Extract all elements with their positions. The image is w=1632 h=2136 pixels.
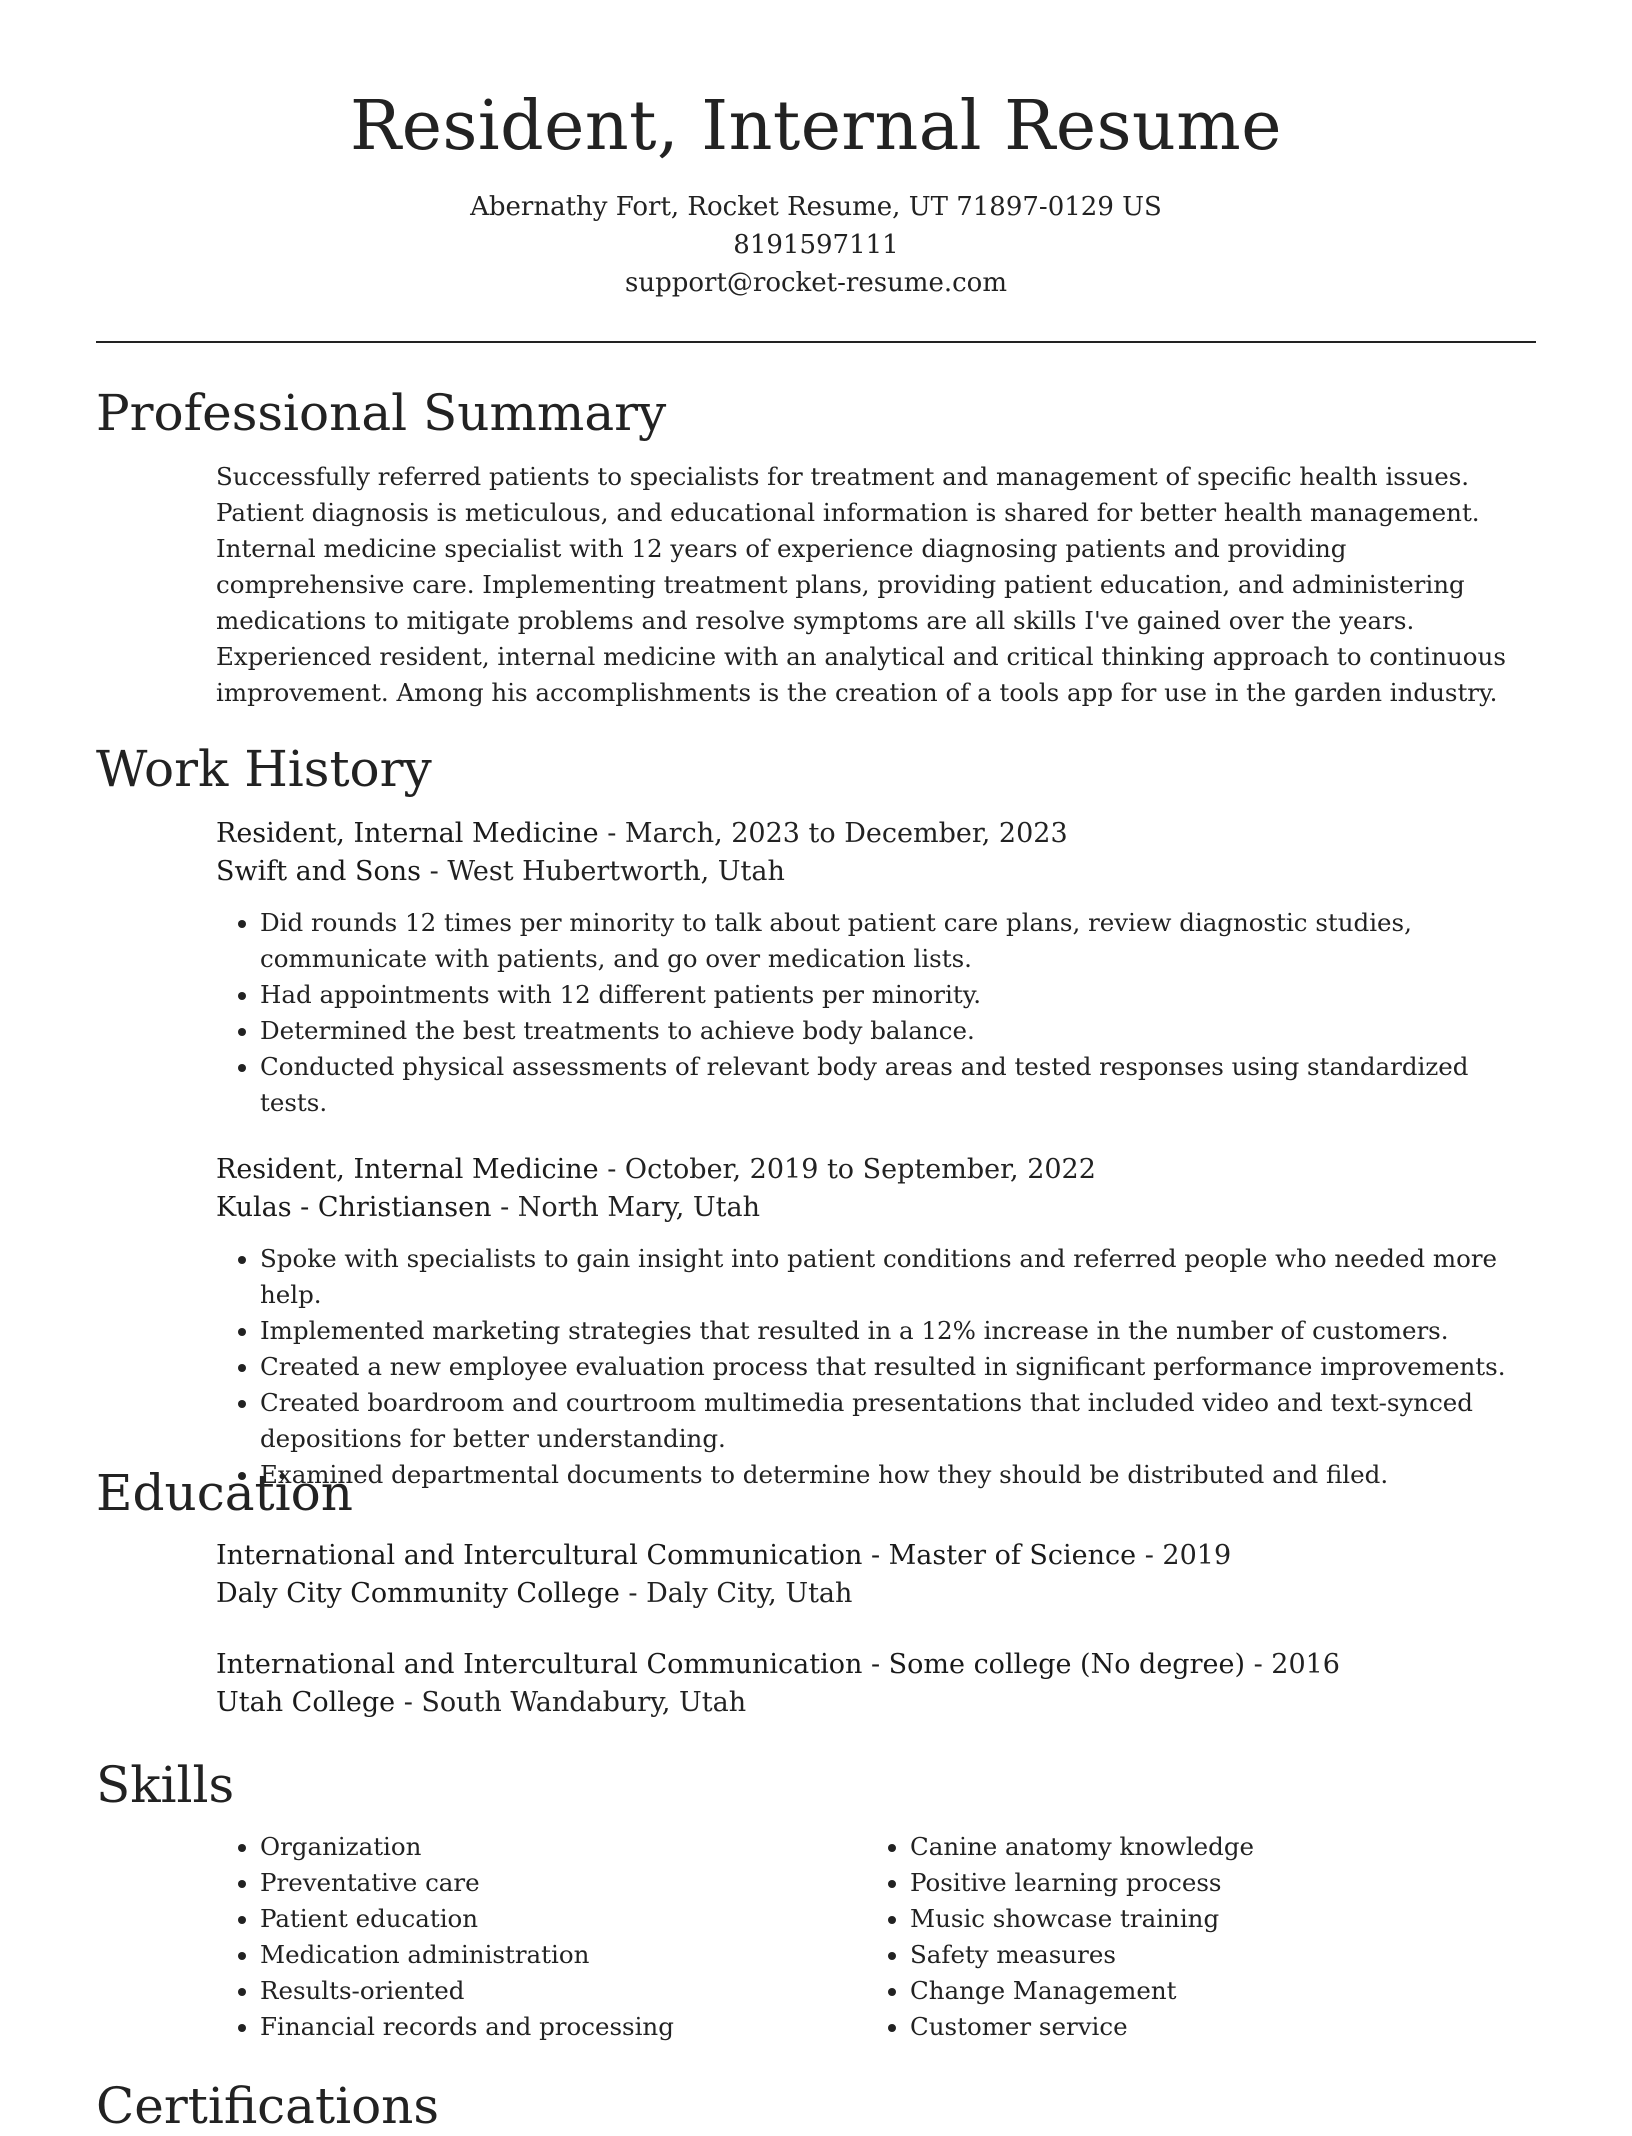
education-school-line [216, 1684, 1532, 1722]
job-title: Resident, Internal Medicine [216, 1154, 599, 1185]
list-item: • Had appointments with 12 different patients per minority. [260, 977, 1532, 1013]
summary-heading: Professional Summary [96, 384, 667, 442]
summary-text: Successfully referred patients to specialists for treatment and management of specific health issues. Patient diagnosis is meticulous, and educational information is shared for better health management. Internal medicine specialist with 12 years of experience diagnosing patients and providing comprehensive care. Implementing treatment plans, providing patient education, and administering medications to mitigate problems and resolve symptoms are all skills I've gained over the years. Experienced resident, internal medicine with an analytical and critical thinking approach to continuous improvement. Among his accomplishments is the creation of a tools app for use in the garden industry. [216, 462, 1506, 707]
skills-right-list [866, 1829, 1516, 2045]
resume-title: Resident, Internal Resume [350, 87, 1282, 166]
education-degree: - Some college (No degree) [862, 1649, 1245, 1680]
list-item: • Organization [260, 1829, 866, 1865]
work-history-heading: Work History [96, 740, 432, 798]
education-section [96, 1463, 1536, 1722]
list-item: • Canine anatomy knowledge [910, 1829, 1516, 1865]
education-field: International and Intercultural Communication [216, 1649, 863, 1680]
certifications-heading: Certifications [96, 2077, 440, 2135]
job-dates: - March, 2023 to December, 2023 [598, 818, 1068, 849]
job-location: - North Mary, Utah [491, 1192, 760, 1223]
education-entry [216, 1537, 1532, 1613]
header-divider [96, 341, 1536, 343]
education-location: - South Wandabury, Utah [395, 1687, 747, 1718]
education-year: - 2019 [1136, 1540, 1232, 1571]
skills-heading: Skills [96, 1756, 235, 1814]
education-year: - 2016 [1244, 1649, 1340, 1680]
education-school: Daly City Community College [216, 1578, 620, 1609]
list-item: • Results-oriented [260, 1973, 866, 2009]
list-item: • Patient education [260, 1901, 866, 1937]
education-school: Utah College [216, 1687, 396, 1718]
education-entry [216, 1646, 1532, 1722]
job-duties-list [216, 905, 1532, 1121]
list-item: • Positive learning process [910, 1865, 1516, 1901]
job-duties-list [216, 1241, 1532, 1493]
list-item: • Customer service [910, 2009, 1516, 2045]
education-degree-line [216, 1646, 1532, 1684]
list-item: • Preventative care [260, 1865, 866, 1901]
list-item: • Implemented marketing strategies that resulted in a 12% increase in the number of customers. [260, 1313, 1532, 1349]
education-location: - Daly City, Utah [619, 1578, 853, 1609]
skills-list [216, 1829, 1532, 2045]
job-company-line [216, 1189, 1532, 1227]
contact-block [0, 188, 1632, 302]
skills-column-left [216, 1829, 866, 2045]
list-item: • Safety measures [910, 1937, 1516, 1973]
job-title: Resident, Internal Medicine [216, 818, 599, 849]
education-degree: - Master of Science [862, 1540, 1137, 1571]
resume-header [0, 0, 1632, 302]
job-dates: - October, 2019 to September, 2022 [598, 1154, 1096, 1185]
list-item: • Determined the best treatments to achieve body balance. [260, 1013, 1532, 1049]
education-degree-line [216, 1537, 1532, 1575]
job-location: - West Hubertworth, Utah [421, 856, 785, 887]
education-school-line [216, 1575, 1532, 1613]
list-item: • Created boardroom and courtroom multimedia presentations that included video and text-synced depositions for better understanding. [260, 1385, 1532, 1457]
list-item: • Music showcase training [910, 1901, 1516, 1937]
email: support@rocket-resume.com [624, 268, 1007, 298]
list-item: • Change Management [910, 1973, 1516, 2009]
list-item: • Conducted physical assessments of relevant body areas and tested responses using standardized tests. [260, 1049, 1532, 1121]
job-company-line [216, 853, 1532, 891]
education-heading: Education [96, 1464, 353, 1522]
list-item: • Examined departmental documents to determine how they should be distributed and filed. [260, 1457, 1532, 1493]
job-entry [216, 815, 1532, 1121]
list-item: • Medication administration [260, 1937, 866, 1973]
job-entry [216, 1151, 1532, 1493]
skills-column-right [866, 1829, 1516, 2045]
work-history-section [96, 739, 1536, 1493]
phone: 8191597111 [733, 230, 899, 260]
list-item: • Created a new employee evaluation process that resulted in significant performance improvements. [260, 1349, 1532, 1385]
job-title-line [216, 815, 1532, 853]
list-item: • Did rounds 12 times per minority to talk about patient care plans, review diagnostic studies, communicate with patients, and go over medication lists. [260, 905, 1532, 977]
certifications-section [96, 2076, 1536, 2136]
job-title-line [216, 1151, 1532, 1189]
list-item: • Financial records and processing [260, 2009, 866, 2045]
summary-section [96, 383, 1536, 711]
skills-left-list [216, 1829, 866, 2045]
job-company: Swift and Sons [216, 856, 422, 887]
list-item: • Spoke with specialists to gain insight into patient conditions and referred people who needed more help. [260, 1241, 1532, 1313]
skills-section [96, 1755, 1536, 2045]
job-company: Kulas - Christiansen [216, 1192, 492, 1223]
education-field: International and Intercultural Communication [216, 1540, 863, 1571]
address: Abernathy Fort, Rocket Resume, UT 71897-0129 US [470, 192, 1162, 222]
